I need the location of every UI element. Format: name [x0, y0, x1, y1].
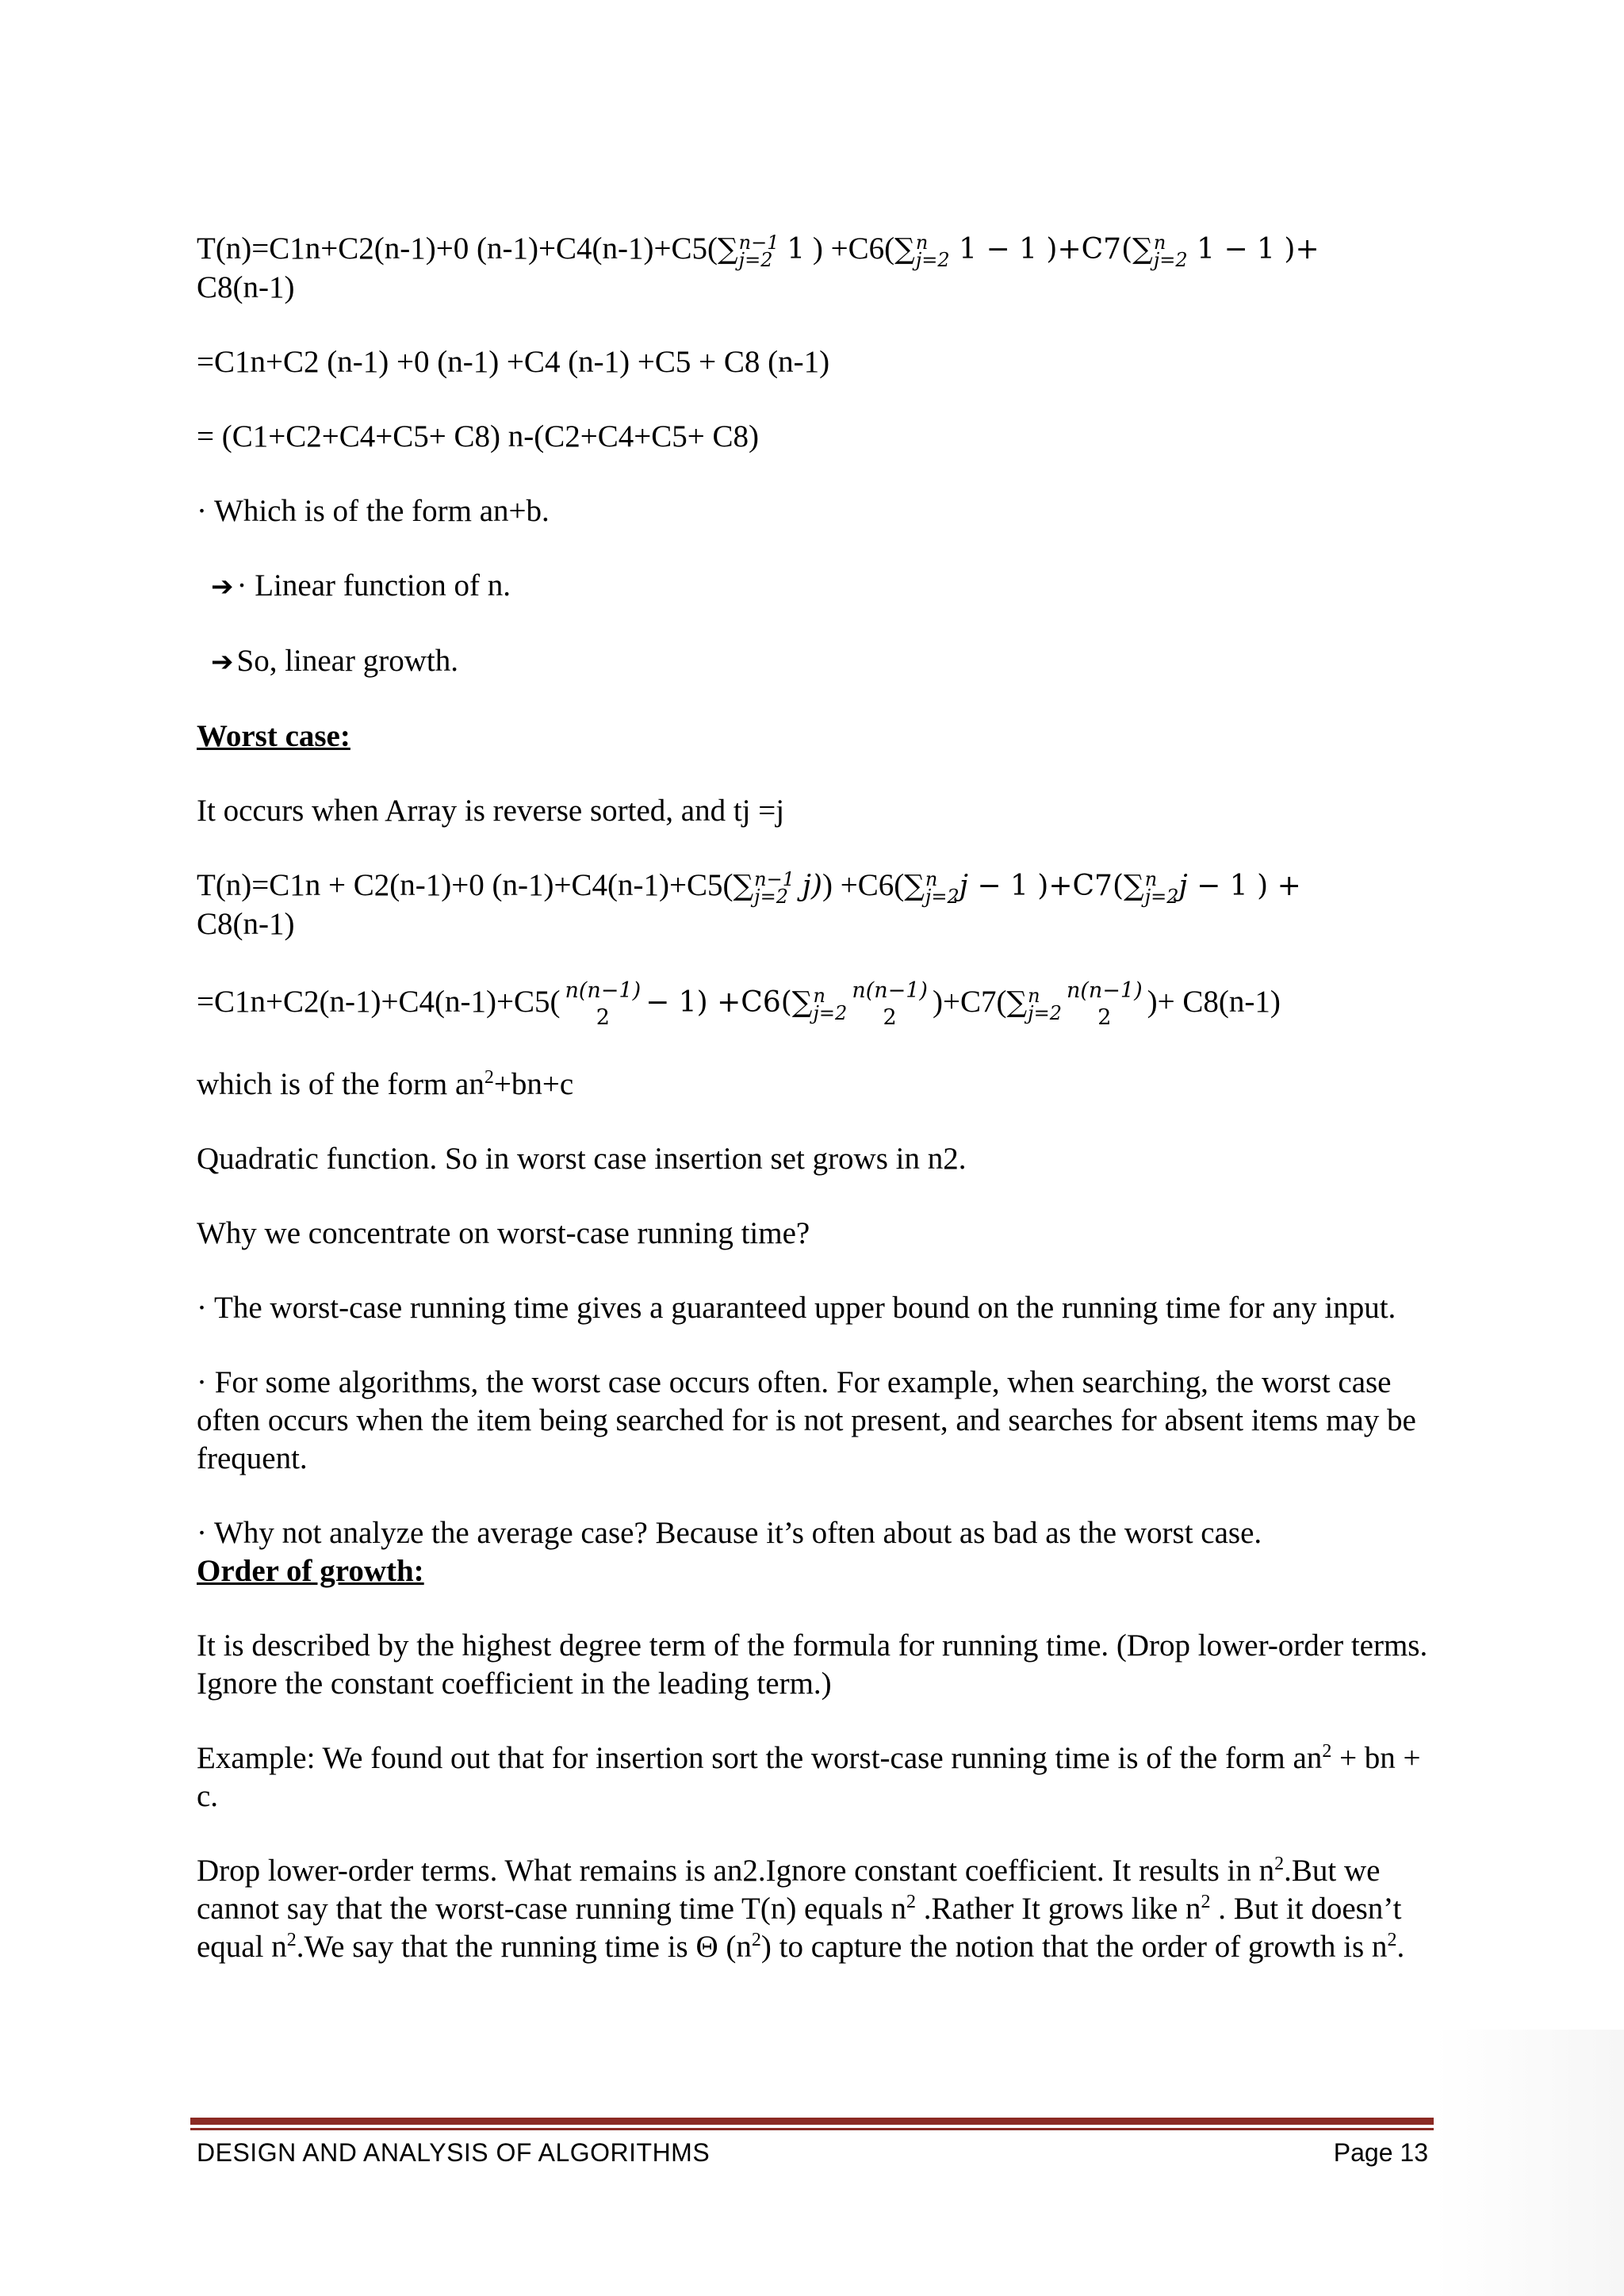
- best-case-eq1: =C1n+C2 (n-1) +0 (n-1) +C4 (n-1) +C5 + C8 (n-1): [197, 345, 830, 380]
- sum-upper: n: [813, 985, 825, 1008]
- sum-upper: n−1: [738, 232, 779, 254]
- fraction-numerator: n(n−1): [1066, 978, 1143, 1004]
- superscript: 2: [1387, 1930, 1397, 1951]
- drop-lower-order-paragraph: [197, 1852, 1434, 1966]
- math-j: j: [1178, 870, 1188, 903]
- sum-upper: n: [925, 868, 938, 891]
- sum-upper: n: [1153, 232, 1166, 254]
- sum-upper: n−1: [754, 868, 795, 891]
- order-description: It is described by the highest degree term of the formula for running time. (Drop lower-order terms. Ignore the constant coefficient in the leading term.): [197, 1628, 1428, 1701]
- best-case-tn-line: [197, 230, 1434, 307]
- sum-lower: j=2: [1153, 249, 1188, 272]
- fraction-numerator: n(n−1): [565, 978, 642, 1004]
- sum-upper: n: [915, 232, 929, 254]
- page-edge-shade: [1434, 2030, 1624, 2296]
- superscript: 2: [286, 1930, 297, 1951]
- arrow-right-icon: ➔: [211, 646, 234, 679]
- worst-case-expanded: [197, 980, 1434, 1029]
- sum-lower: j=2: [738, 249, 773, 272]
- sum-notation: [1124, 867, 1179, 909]
- form-an-b: · Which is of the form an+b.: [197, 494, 550, 529]
- text-span: =C1n+C2(n-1)+C4(n-1)+C5(: [197, 985, 561, 1020]
- sum-lower: j=2: [1144, 886, 1179, 909]
- sum-limits: [925, 868, 959, 909]
- math-j: j: [959, 870, 968, 903]
- sum-notation: [904, 867, 959, 909]
- text-span: .But we cannot say that the worst-case running time T(n) equals n: [197, 1854, 1381, 1927]
- fraction-denominator: 2: [883, 1005, 897, 1031]
- sum-lower: j=2: [1028, 1002, 1062, 1025]
- linear-function-line: [197, 567, 1434, 606]
- text-span: C8(n-1): [197, 270, 295, 305]
- superscript: 2: [751, 1930, 761, 1951]
- sum-lower: j=2: [813, 1002, 848, 1025]
- bullet-worst-often: · For some algorithms, the worst case occurs often. For example, when searching, the worst case often occurs when the item being searched for is not present, and searches for absent items may be frequent.: [197, 1365, 1416, 1476]
- sum-limits: [1153, 232, 1188, 272]
- footer-page-number: Page 13: [1333, 2138, 1428, 2167]
- sum-notation: [894, 230, 950, 272]
- sum-symbol: ∑: [1132, 233, 1153, 266]
- text-span: ) +C6(: [812, 232, 895, 266]
- superscript: 2: [1274, 1854, 1285, 1875]
- example-insertion-sort: [197, 1739, 1434, 1816]
- page-content: [197, 230, 1434, 1966]
- math-j: j): [802, 870, 822, 903]
- text-span: Example: We found out that for insertion sort the worst-case running time is of the form an: [197, 1741, 1323, 1776]
- why-worst-case: Why we concentrate on worst-case running time?: [197, 1216, 810, 1251]
- order-of-growth-heading: Order of growth:: [197, 1554, 424, 1589]
- form-quadratic: [197, 1066, 1434, 1104]
- sum-limits: [1028, 985, 1062, 1025]
- text-span: which is of the form an: [197, 1067, 485, 1102]
- sum-upper: n: [1028, 985, 1040, 1008]
- sum-notation: [717, 230, 779, 272]
- footer-rule-thin: [190, 2128, 1434, 2130]
- sum-limits: [754, 868, 795, 909]
- superscript: 2: [906, 1892, 916, 1913]
- arrow-right-icon: ➔: [211, 571, 234, 603]
- sum-lower: j=2: [754, 886, 788, 909]
- sum-limits: [1144, 868, 1179, 909]
- linear-growth-line: [197, 642, 1434, 681]
- text-span: · Linear function of n.: [236, 568, 511, 603]
- sum-limits: [738, 232, 779, 272]
- text-span: ) to capture the notion that the order of growth is n: [760, 1930, 1388, 1965]
- sum-symbol: ∑: [733, 870, 754, 903]
- math-one: 1: [787, 233, 806, 266]
- fraction-denominator: 2: [1097, 1005, 1112, 1031]
- sum-lower: j=2: [915, 249, 950, 272]
- sum-symbol: ∑: [791, 986, 813, 1020]
- worst-case-tn-line: [197, 867, 1434, 943]
- text-span: T(n)=C1n+C2(n-1)+0 (n-1)+C4(n-1)+C5(: [197, 232, 718, 266]
- fraction-denominator: 2: [596, 1005, 610, 1031]
- sum-lower: j=2: [925, 886, 959, 909]
- sum-notation: [733, 867, 795, 909]
- worst-case-heading: Worst case:: [197, 719, 350, 754]
- quadratic-function: Quadratic function. So in worst case insertion set grows in n2.: [197, 1142, 967, 1177]
- math-span: 1 − 1 )+C7(: [949, 233, 1133, 266]
- bullet-guaranteed-bound: · The worst-case running time gives a guaranteed upper bound on the running time for any input.: [197, 1291, 1396, 1326]
- text-span: )+C7(: [932, 985, 1007, 1020]
- text-span: T(n)=C1n + C2(n-1)+0 (n-1)+C4(n-1)+C5(: [197, 868, 733, 903]
- sum-limits: [813, 985, 848, 1025]
- math-span: − 1 )+C7(: [967, 870, 1124, 903]
- fraction: [852, 980, 928, 1029]
- sum-limits: [915, 232, 950, 272]
- text-span: .: [1396, 1930, 1405, 1965]
- fraction: [565, 980, 641, 1029]
- text-span: C8(n-1): [197, 907, 295, 942]
- sum-notation: [1132, 230, 1188, 272]
- sum-symbol: ∑: [1006, 986, 1028, 1020]
- superscript: 2: [1201, 1892, 1211, 1913]
- fraction-numerator: n(n−1): [852, 978, 928, 1004]
- fraction: [1067, 980, 1143, 1029]
- sum-symbol: ∑: [894, 233, 915, 266]
- footer-rule-thick: [190, 2118, 1434, 2125]
- superscript: 2: [484, 1067, 494, 1089]
- text-span: ) +C6(: [822, 868, 905, 903]
- math-span: 1 − 1 )+: [1187, 233, 1320, 266]
- sum-symbol: ∑: [717, 233, 738, 266]
- text-span: +bn+c: [493, 1067, 574, 1102]
- text-span: + bn + c.: [197, 1741, 1421, 1814]
- footer-title: DESIGN AND ANALYSIS OF ALGORITHMS: [197, 2138, 710, 2167]
- text-span: )+ C8(n-1): [1147, 985, 1281, 1020]
- text-span: . But it doesn’t equal n: [197, 1892, 1402, 1965]
- math-span: − 1 ) +: [1187, 870, 1301, 903]
- best-case-eq2: = (C1+C2+C4+C5+ C8) n-(C2+C4+C5+ C8): [197, 419, 760, 454]
- text-span: .We say that the running time is Θ (n: [296, 1930, 752, 1965]
- sum-notation: [1006, 983, 1062, 1025]
- superscript: 2: [1322, 1741, 1332, 1762]
- text-span: So, linear growth.: [236, 644, 458, 679]
- bullet-average-case: · Why not analyze the average case? Because it’s often about as bad as the worst case.: [197, 1516, 1262, 1551]
- sum-symbol: ∑: [1124, 870, 1144, 903]
- sum-notation: [791, 983, 848, 1025]
- math-span: − 1) +C6(: [645, 986, 792, 1020]
- text-span: .Rather It grows like n: [915, 1892, 1201, 1927]
- worst-case-occurs: It occurs when Array is reverse sorted, and tj =j: [197, 794, 785, 828]
- sum-upper: n: [1144, 868, 1158, 891]
- text-span: Drop lower-order terms. What remains is an2.Ignore constant coefficient. It results in n: [197, 1854, 1275, 1888]
- sum-symbol: ∑: [904, 870, 925, 903]
